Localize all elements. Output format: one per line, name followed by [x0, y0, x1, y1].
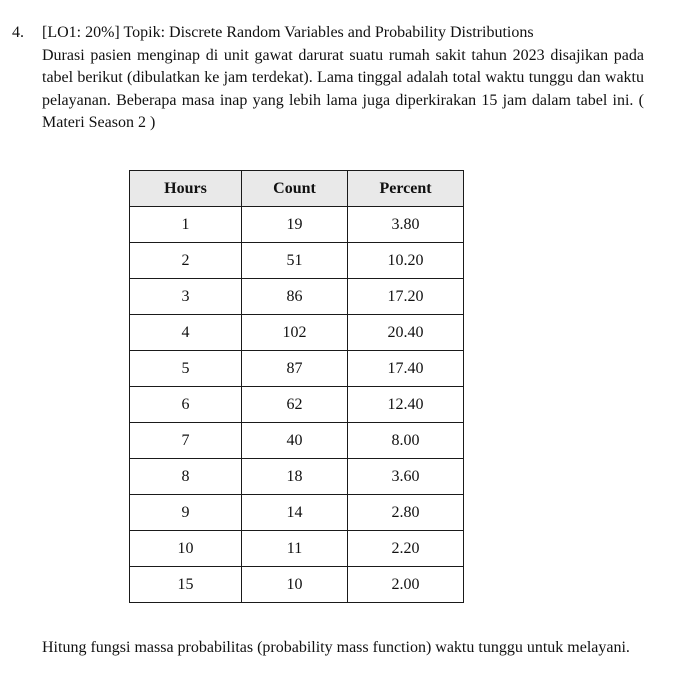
question-heading: [LO1: 20%] Topik: Discrete Random Variables and Probability Distributions: [42, 24, 534, 41]
table-row: [130, 531, 464, 567]
header-hours: Hours: [130, 171, 242, 207]
hours-count-percent-table: [129, 170, 464, 603]
table-row: [130, 387, 464, 423]
table-row: [130, 279, 464, 315]
cell-hours: 7: [130, 423, 242, 459]
header-percent: Percent: [348, 171, 464, 207]
cell-count: 102: [242, 315, 348, 351]
table-row: [130, 567, 464, 603]
question-block: [12, 22, 644, 135]
cell-hours: 10: [130, 531, 242, 567]
cell-count: 10: [242, 567, 348, 603]
table-row: [130, 315, 464, 351]
cell-count: 11: [242, 531, 348, 567]
cell-hours: 8: [130, 459, 242, 495]
cell-hours: 2: [130, 243, 242, 279]
table-row: [130, 423, 464, 459]
cell-percent: 2.00: [348, 567, 464, 603]
cell-count: 18: [242, 459, 348, 495]
table-row: [130, 351, 464, 387]
cell-hours: 9: [130, 495, 242, 531]
cell-hours: 6: [130, 387, 242, 423]
question-body: [42, 22, 644, 135]
cell-percent: 8.00: [348, 423, 464, 459]
cell-count: 40: [242, 423, 348, 459]
cell-hours: 4: [130, 315, 242, 351]
cell-hours: 3: [130, 279, 242, 315]
cell-count: 19: [242, 207, 348, 243]
table-row: [130, 495, 464, 531]
cell-count: 87: [242, 351, 348, 387]
cell-percent: 3.60: [348, 459, 464, 495]
cell-count: 62: [242, 387, 348, 423]
cell-percent: 17.40: [348, 351, 464, 387]
cell-hours: 5: [130, 351, 242, 387]
question-text: Durasi pasien menginap di unit gawat darurat suatu rumah sakit tahun 2023 disajikan pada tabel berikut (dibulatkan ke jam terdekat). Lama tinggal adalah total waktu tunggu dan waktu pelayanan. Beberapa masa inap yang lebih lama juga diperkirakan 15 jam dalam tabel ini. ( Materi Season 2 ): [42, 46, 644, 131]
cell-percent: 2.20: [348, 531, 464, 567]
header-count: Count: [242, 171, 348, 207]
cell-percent: 20.40: [348, 315, 464, 351]
cell-hours: 15: [130, 567, 242, 603]
table-row: [130, 459, 464, 495]
instruction-text: Hitung fungsi massa probabilitas (probability mass function) waktu tunggu untuk melayani.: [42, 639, 630, 656]
cell-percent: 12.40: [348, 387, 464, 423]
cell-count: 86: [242, 279, 348, 315]
cell-count: 14: [242, 495, 348, 531]
question-number: 4.: [12, 24, 24, 41]
cell-hours: 1: [130, 207, 242, 243]
cell-percent: 3.80: [348, 207, 464, 243]
table-header-row: [130, 171, 464, 207]
cell-percent: 10.20: [348, 243, 464, 279]
table-row: [130, 207, 464, 243]
table-row: [130, 243, 464, 279]
cell-percent: 2.80: [348, 495, 464, 531]
cell-percent: 17.20: [348, 279, 464, 315]
cell-count: 51: [242, 243, 348, 279]
